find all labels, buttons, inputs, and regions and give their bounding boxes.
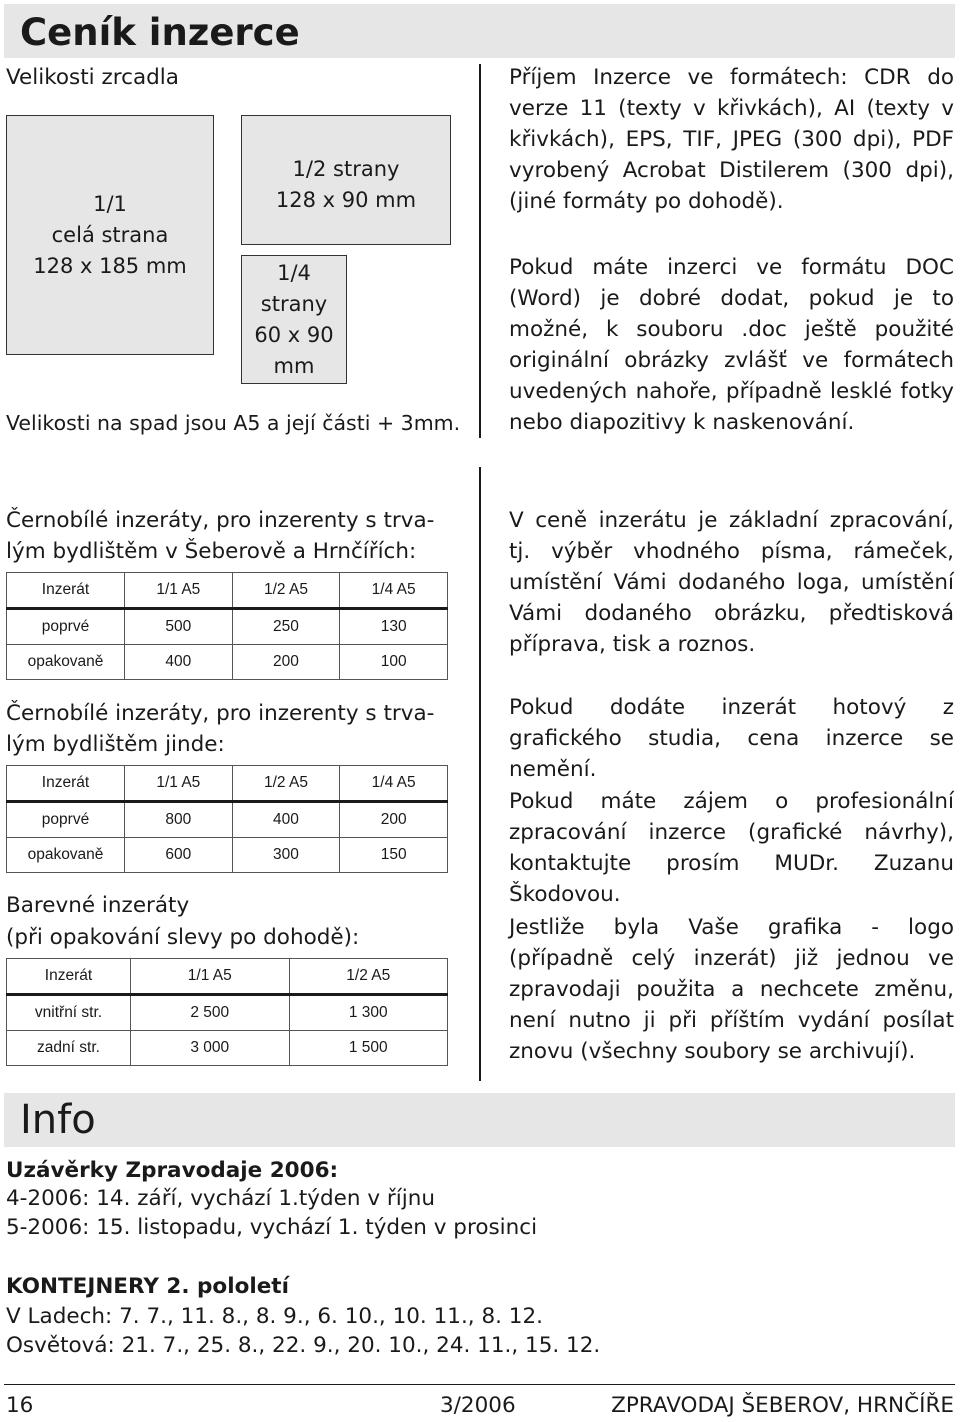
table-cell: 200 [340,802,448,838]
page-title: Ceník inzerce [20,11,300,54]
mirror-heading: Velikosti zrcadla [6,65,179,90]
right-paragraph-3: Pokud máte zájem o profesionální zpracování inzerce (grafické návrhy), kontaktujte prosím MUDr. Zuzanu Škodovou. [509,789,954,907]
table-header-cell: 1/1 A5 [125,573,233,609]
table-header-cell: 1/2 A5 [232,766,340,802]
table-cell: 400 [125,645,233,680]
table-cell: 250 [232,609,340,645]
page-title-bar [4,4,955,58]
table-cell: 130 [340,609,448,645]
table-cell: 200 [232,645,340,680]
table-header-cell: 1/4 A5 [340,573,448,609]
table-cell: 2 500 [131,995,290,1031]
table-header-row [7,959,448,995]
deadlines-heading: Uzávěrky Zpravodaje 2006: [6,1158,339,1183]
page-number: 16 [6,1393,34,1418]
table-row [7,838,448,873]
table-cell: 600 [125,838,233,873]
table-header-cell: Inzerát [7,766,125,802]
table-cell: 3 000 [131,1031,290,1066]
table-cell: 1 500 [289,1031,448,1066]
table-cell: opakovaně [7,645,125,680]
table-header-cell: Inzerát [7,573,125,609]
color-table [6,958,448,1066]
quarter-page-fraction: 1/4 [277,260,311,285]
issue-number: 3/2006 [440,1393,516,1418]
quarter-page-size: 60 x 90 [254,322,334,347]
table-row [7,609,448,645]
table-cell: poprvé [7,802,125,838]
table-header-cell: 1/1 A5 [125,766,233,802]
table-header-cell: 1/2 A5 [232,573,340,609]
table-header-row [7,573,448,609]
table-cell: poprvé [7,609,125,645]
footer-rule [4,1384,955,1385]
half-page-label: 1/2 strany [292,157,400,181]
right-paragraph-1: V ceně inzerátu je základní zpracování, tj. výběr vhodného písma, rámeček, umístění Vámi dodaného loga, umístění Vámi dodaného obrázku, předtisková příprava, tisk a roznos. [509,508,954,657]
table-header-cell: 1/4 A5 [340,766,448,802]
right-paragraph-4: Jestliže byla Vaše grafika - logo (případně celý inzerát) již jednou ve zpravodaji použita a nechcete změnu, není nutno ji při příštím vydání posílat znovu (všechny soubory se archivují). [509,915,954,1064]
full-page-label: celá strana [51,222,169,247]
table-cell: 1 300 [289,995,448,1031]
formats-paragraph-2: Pokud máte inzerci ve formátu DOC (Word) je dobré dodat, pokud je to možné, k souboru .doc ještě použité originální obrázky zvlášť ve formátech uvedených nahoře, případně lesklé fotky nebo diapozitivy k naskenování. [509,255,954,435]
table-cell: 100 [340,645,448,680]
table-row [7,1031,448,1066]
bw-other-table [6,765,448,873]
bw-other-heading-2: lým bydlištěm jinde: [6,732,225,757]
deadline-item: 4-2006: 14. září, vychází 1.týden v říjnu [6,1186,435,1211]
table-cell: vnitřní str. [7,995,131,1031]
color-heading-1: Barevné inzeráty [6,893,190,918]
quarter-page-box [241,255,347,384]
column-divider-bottom [479,467,481,1081]
right-paragraph-2: Pokud dodáte inzerát hotový z grafického studia, cena inzerce se nemění. [509,695,954,782]
bw-local-heading-2: lým bydlištěm v Šeberově a Hrnčířích: [6,539,417,564]
table-row [7,645,448,680]
info-title-bar [4,1093,955,1147]
containers-item: V Ladech: 7. 7., 11. 8., 8. 9., 6. 10., 10. 11., 8. 12. [6,1304,543,1329]
containers-item: Osvětová: 21. 7., 25. 8., 22. 9., 20. 10., 24. 11., 15. 12. [6,1333,601,1358]
quarter-page-unit: mm [273,353,315,378]
table-cell: 150 [340,838,448,873]
table-cell: 400 [232,802,340,838]
half-page-size: 128 x 90 mm [275,188,417,212]
full-page-size: 128 x 185 mm [33,253,187,278]
color-heading-2: (při opakování slevy po dohodě): [6,925,360,950]
containers-heading: KONTEJNERY 2. pololetí [6,1274,289,1299]
full-page-fraction: 1/1 [93,191,127,216]
bw-local-table [6,572,448,680]
bw-other-heading-1: Černobílé inzeráty, pro inzerenty s trva- [6,701,435,726]
table-header-cell: Inzerát [7,959,131,995]
info-title: Info [20,1097,96,1143]
bw-local-heading-1: Černobílé inzeráty, pro inzerenty s trva- [6,508,435,533]
table-header-cell: 1/1 A5 [131,959,290,995]
formats-paragraph-1: Příjem Inzerce ve formátech: CDR do verze 11 (texty v křivkách), AI (texty v křivkách), EPS, TIF, JPEG (300 dpi), PDF vyrobený Acrobat Distilerem (300 dpi), (jiné formáty po dohodě). [509,65,954,214]
table-header-cell: 1/2 A5 [289,959,448,995]
quarter-page-label: strany [260,291,328,316]
table-row [7,995,448,1031]
table-header-row [7,766,448,802]
table-cell: 800 [125,802,233,838]
half-page-box [241,115,451,245]
full-page-box [6,115,214,355]
publication-name: ZPRAVODAJ ŠEBEROV, HRNČÍŘE [611,1393,954,1418]
column-divider-top [479,64,481,438]
deadline-item: 5-2006: 15. listopadu, vychází 1. týden v prosinci [6,1215,538,1240]
bleed-note: Velikosti na spad jsou A5 a její části + 3mm. [6,411,461,435]
table-cell: 300 [232,838,340,873]
table-cell: 500 [125,609,233,645]
table-cell: zadní str. [7,1031,131,1066]
table-row [7,802,448,838]
table-cell: opakovaně [7,838,125,873]
